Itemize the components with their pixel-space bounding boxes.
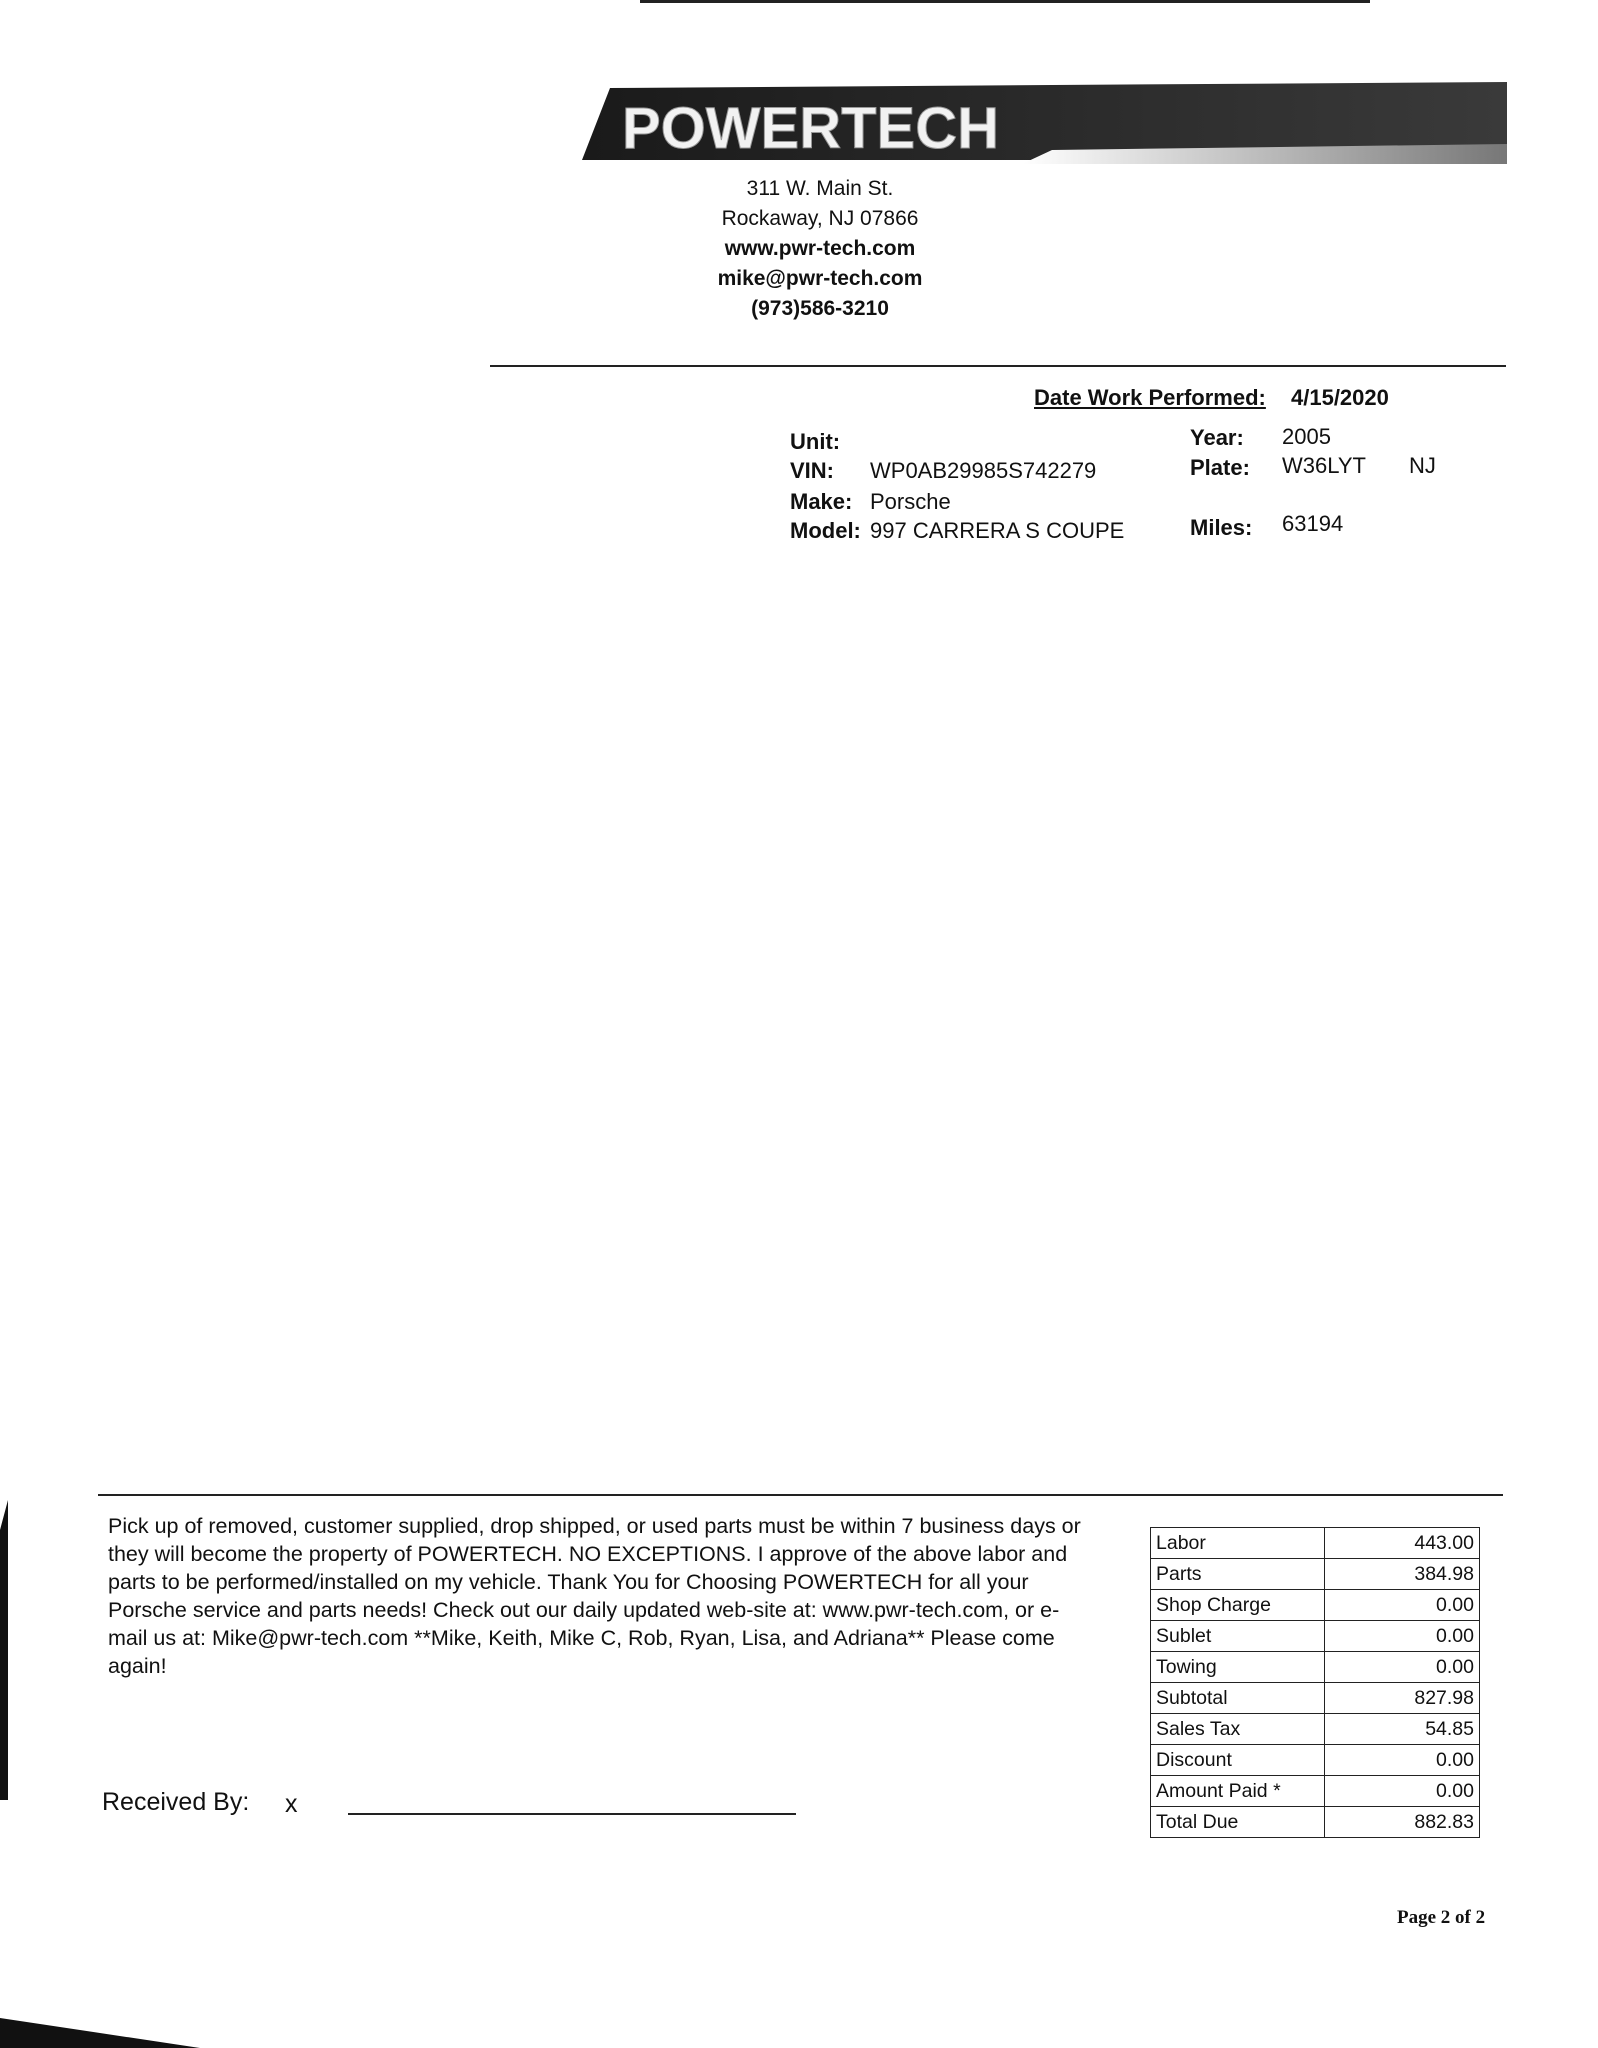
totals-label: Subtotal (1151, 1683, 1325, 1714)
top-edge-rule (640, 0, 1370, 3)
model-label: Model: (790, 518, 861, 543)
received-by-x: x (285, 1790, 298, 1818)
totals-label: Labor (1151, 1528, 1325, 1559)
vin-label: VIN: (790, 458, 834, 483)
totals-value: 0.00 (1325, 1652, 1480, 1683)
plate-value: W36LYT (1282, 453, 1366, 478)
table-row (1151, 1590, 1480, 1621)
address-street: 311 W. Main St. (746, 177, 894, 200)
unit-label: Unit: (790, 429, 841, 454)
date-value: 4/15/2020 (1291, 385, 1389, 410)
table-row (1151, 1683, 1480, 1714)
shop-website: www.pwr-tech.com (724, 237, 916, 260)
totals-label: Shop Charge (1151, 1590, 1325, 1621)
year-value: 2005 (1282, 424, 1331, 449)
table-row (1151, 1776, 1480, 1807)
table-row (1151, 1621, 1480, 1652)
plate-state: NJ (1409, 453, 1436, 478)
make-value: Porsche (870, 489, 951, 514)
miles-label: Miles: (1190, 515, 1253, 540)
shop-email: mike@pwr-tech.com (717, 267, 923, 290)
page-number: Page 2 of 2 (1397, 1907, 1486, 1928)
totals-value: 0.00 (1325, 1776, 1480, 1807)
table-row (1151, 1528, 1480, 1559)
totals-value: 443.00 (1325, 1528, 1480, 1559)
totals-label: Sales Tax (1151, 1714, 1325, 1745)
header-divider (490, 365, 1506, 367)
totals-value: 0.00 (1325, 1621, 1480, 1652)
table-row (1151, 1652, 1480, 1683)
totals-table (1150, 1527, 1480, 1838)
table-row (1151, 1714, 1480, 1745)
scan-edge-bottom (0, 2018, 200, 2048)
table-row (1151, 1807, 1480, 1838)
shop-phone: (973)586-3210 (751, 297, 889, 320)
totals-label: Parts (1151, 1559, 1325, 1590)
powertech-logo (582, 82, 1507, 164)
address-city: Rockaway, NJ 07866 (721, 207, 919, 230)
shop-address (640, 174, 1000, 324)
totals-label: Discount (1151, 1745, 1325, 1776)
totals-label: Amount Paid * (1151, 1776, 1325, 1807)
totals-value: 882.83 (1325, 1807, 1480, 1838)
totals-label: Towing (1151, 1652, 1325, 1683)
totals-value: 54.85 (1325, 1714, 1480, 1745)
plate-label: Plate: (1190, 455, 1250, 480)
totals-value: 384.98 (1325, 1559, 1480, 1590)
received-by-label: Received By: (102, 1788, 250, 1816)
footer-divider (98, 1494, 1503, 1496)
table-row (1151, 1745, 1480, 1776)
totals-value: 827.98 (1325, 1683, 1480, 1714)
table-row (1151, 1559, 1480, 1590)
totals-value: 0.00 (1325, 1590, 1480, 1621)
totals-label: Sublet (1151, 1621, 1325, 1652)
model-value: 997 CARRERA S COUPE (870, 518, 1125, 543)
logo-text: POWERTECH (622, 96, 999, 161)
make-label: Make: (790, 489, 853, 514)
signature-line[interactable] (348, 1813, 796, 1815)
scan-edge-left (0, 1500, 8, 1800)
date-label: Date Work Performed: (1034, 385, 1266, 410)
totals-label: Total Due (1151, 1807, 1325, 1838)
vin-value: WP0AB29985S742279 (870, 458, 1097, 483)
pickup-notice: Pick up of removed, customer supplied, drop shipped, or used parts must be within 7 business days or they will become the property of POWERTECH. NO EXCEPTIONS. I approve of the above labor and parts to be performed/installed on my vehicle. Thank You for Choosing POWERTECH for all your Porsche service and parts needs! Check out our daily updated web-site at: www.pwr-tech.com, or e-mail us at: Mike@pwr-tech.com **Mike, Keith, Mike C, Rob, Ryan, Lisa, and Adriana** Please come again! (108, 1514, 1081, 1678)
miles-value: 63194 (1282, 511, 1344, 536)
totals-value: 0.00 (1325, 1745, 1480, 1776)
year-label: Year: (1190, 425, 1244, 450)
